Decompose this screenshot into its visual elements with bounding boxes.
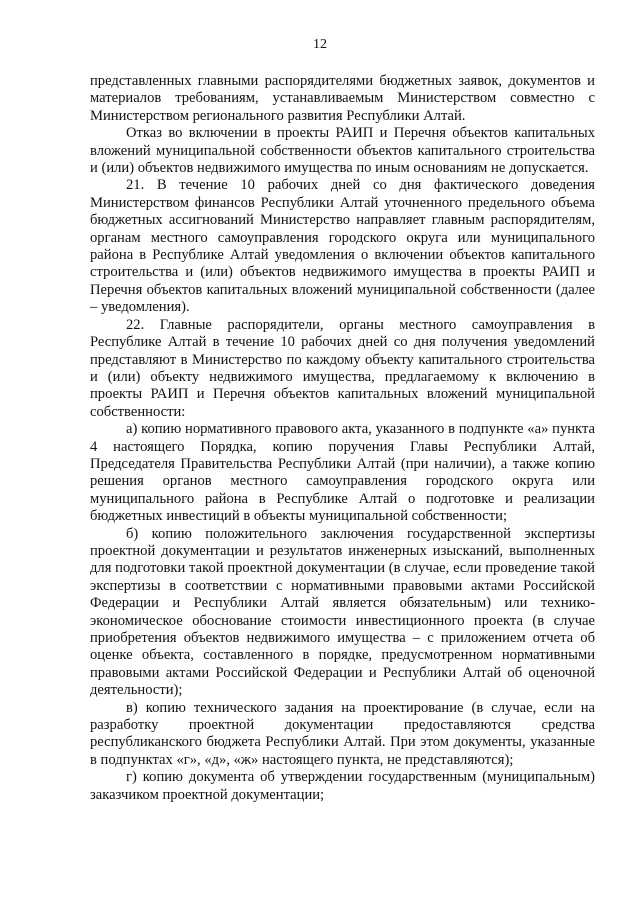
- paragraph: Отказ во включении в проекты РАИП и Перечня объектов капитальных вложений муниципальной собственности объектов капитального строительства и (или) объектов недвижимого имущества по иным основаниям не допускается.: [90, 125, 595, 177]
- paragraph: б) копию положительного заключения государственной экспертизы проектной документации и результатов инженерных изысканий, выполненных для подготовки такой проектной документации (в случае, если проведение такой экспертизы в соответствии с нормативными правовыми актами Российской Федерации и Республики Алтай является обязательным) или технико-экономическое обоснование стоимости инвестиционного проекта (в случае приобретения объектов недвижимого имущества – с приложением отчета об оценке объекта, составленного в порядке, предусмотренном нормативными правовыми актами Российской Федерации и Республики Алтай об оценочной деятельности);: [90, 525, 595, 699]
- page-number: 12: [313, 37, 327, 52]
- paragraph: а) копию нормативного правового акта, указанного в подпункте «а» пункта 4 настоящего Порядка, копию поручения Главы Республики Алтай, Председателя Правительства Республики Алтай (при наличии), а также копию решения органов местного самоуправления городского округа или муниципального района в Республике Алтай о подготовке и реализации бюджетных инвестиций в объекты муниципальной собственности;: [90, 421, 595, 525]
- paragraph: 21. В течение 10 рабочих дней со дня фактического доведения Министерством финансов Республики Алтай уточненного предельного объема бюджетных ассигнований Министерство направляет главным распорядителям, органам местного самоуправления городского округа или муниципального района в Республике Алтай уведомления о включении объектов капитального строительства и (или) объектов недвижимого имущества в проекты РАИП и Перечня объектов капитальных вложений муниципальной собственности (далее – уведомления).: [90, 177, 595, 316]
- paragraph: в) копию технического задания на проектирование (в случае, если на разработку проектной документации предоставляются средства республиканского бюджета Республики Алтай. При этом документы, указанные в подпунктах «г», «д», «ж» настоящего пункта, не представляются);: [90, 699, 595, 768]
- document-body: [90, 73, 595, 804]
- paragraph: 22. Главные распорядители, органы местного самоуправления в Республике Алтай в течение 10 рабочих дней со дня получения уведомлений представляют в Министерство по каждому объекту капитального строительства и (или) объекту недвижимого имущества, предлагаемому к включению в проекты РАИП и Перечня объектов капитальных вложений муниципальной собственности:: [90, 316, 595, 420]
- paragraph: г) копию документа об утверждении государственным (муниципальным) заказчиком проектной документации;: [90, 769, 595, 803]
- paragraph: представленных главными распорядителями бюджетных заявок, документов и материалов требованиям, устанавливаемым Министерством совместно с Министерством регионального развития Республики Алтай.: [90, 73, 595, 124]
